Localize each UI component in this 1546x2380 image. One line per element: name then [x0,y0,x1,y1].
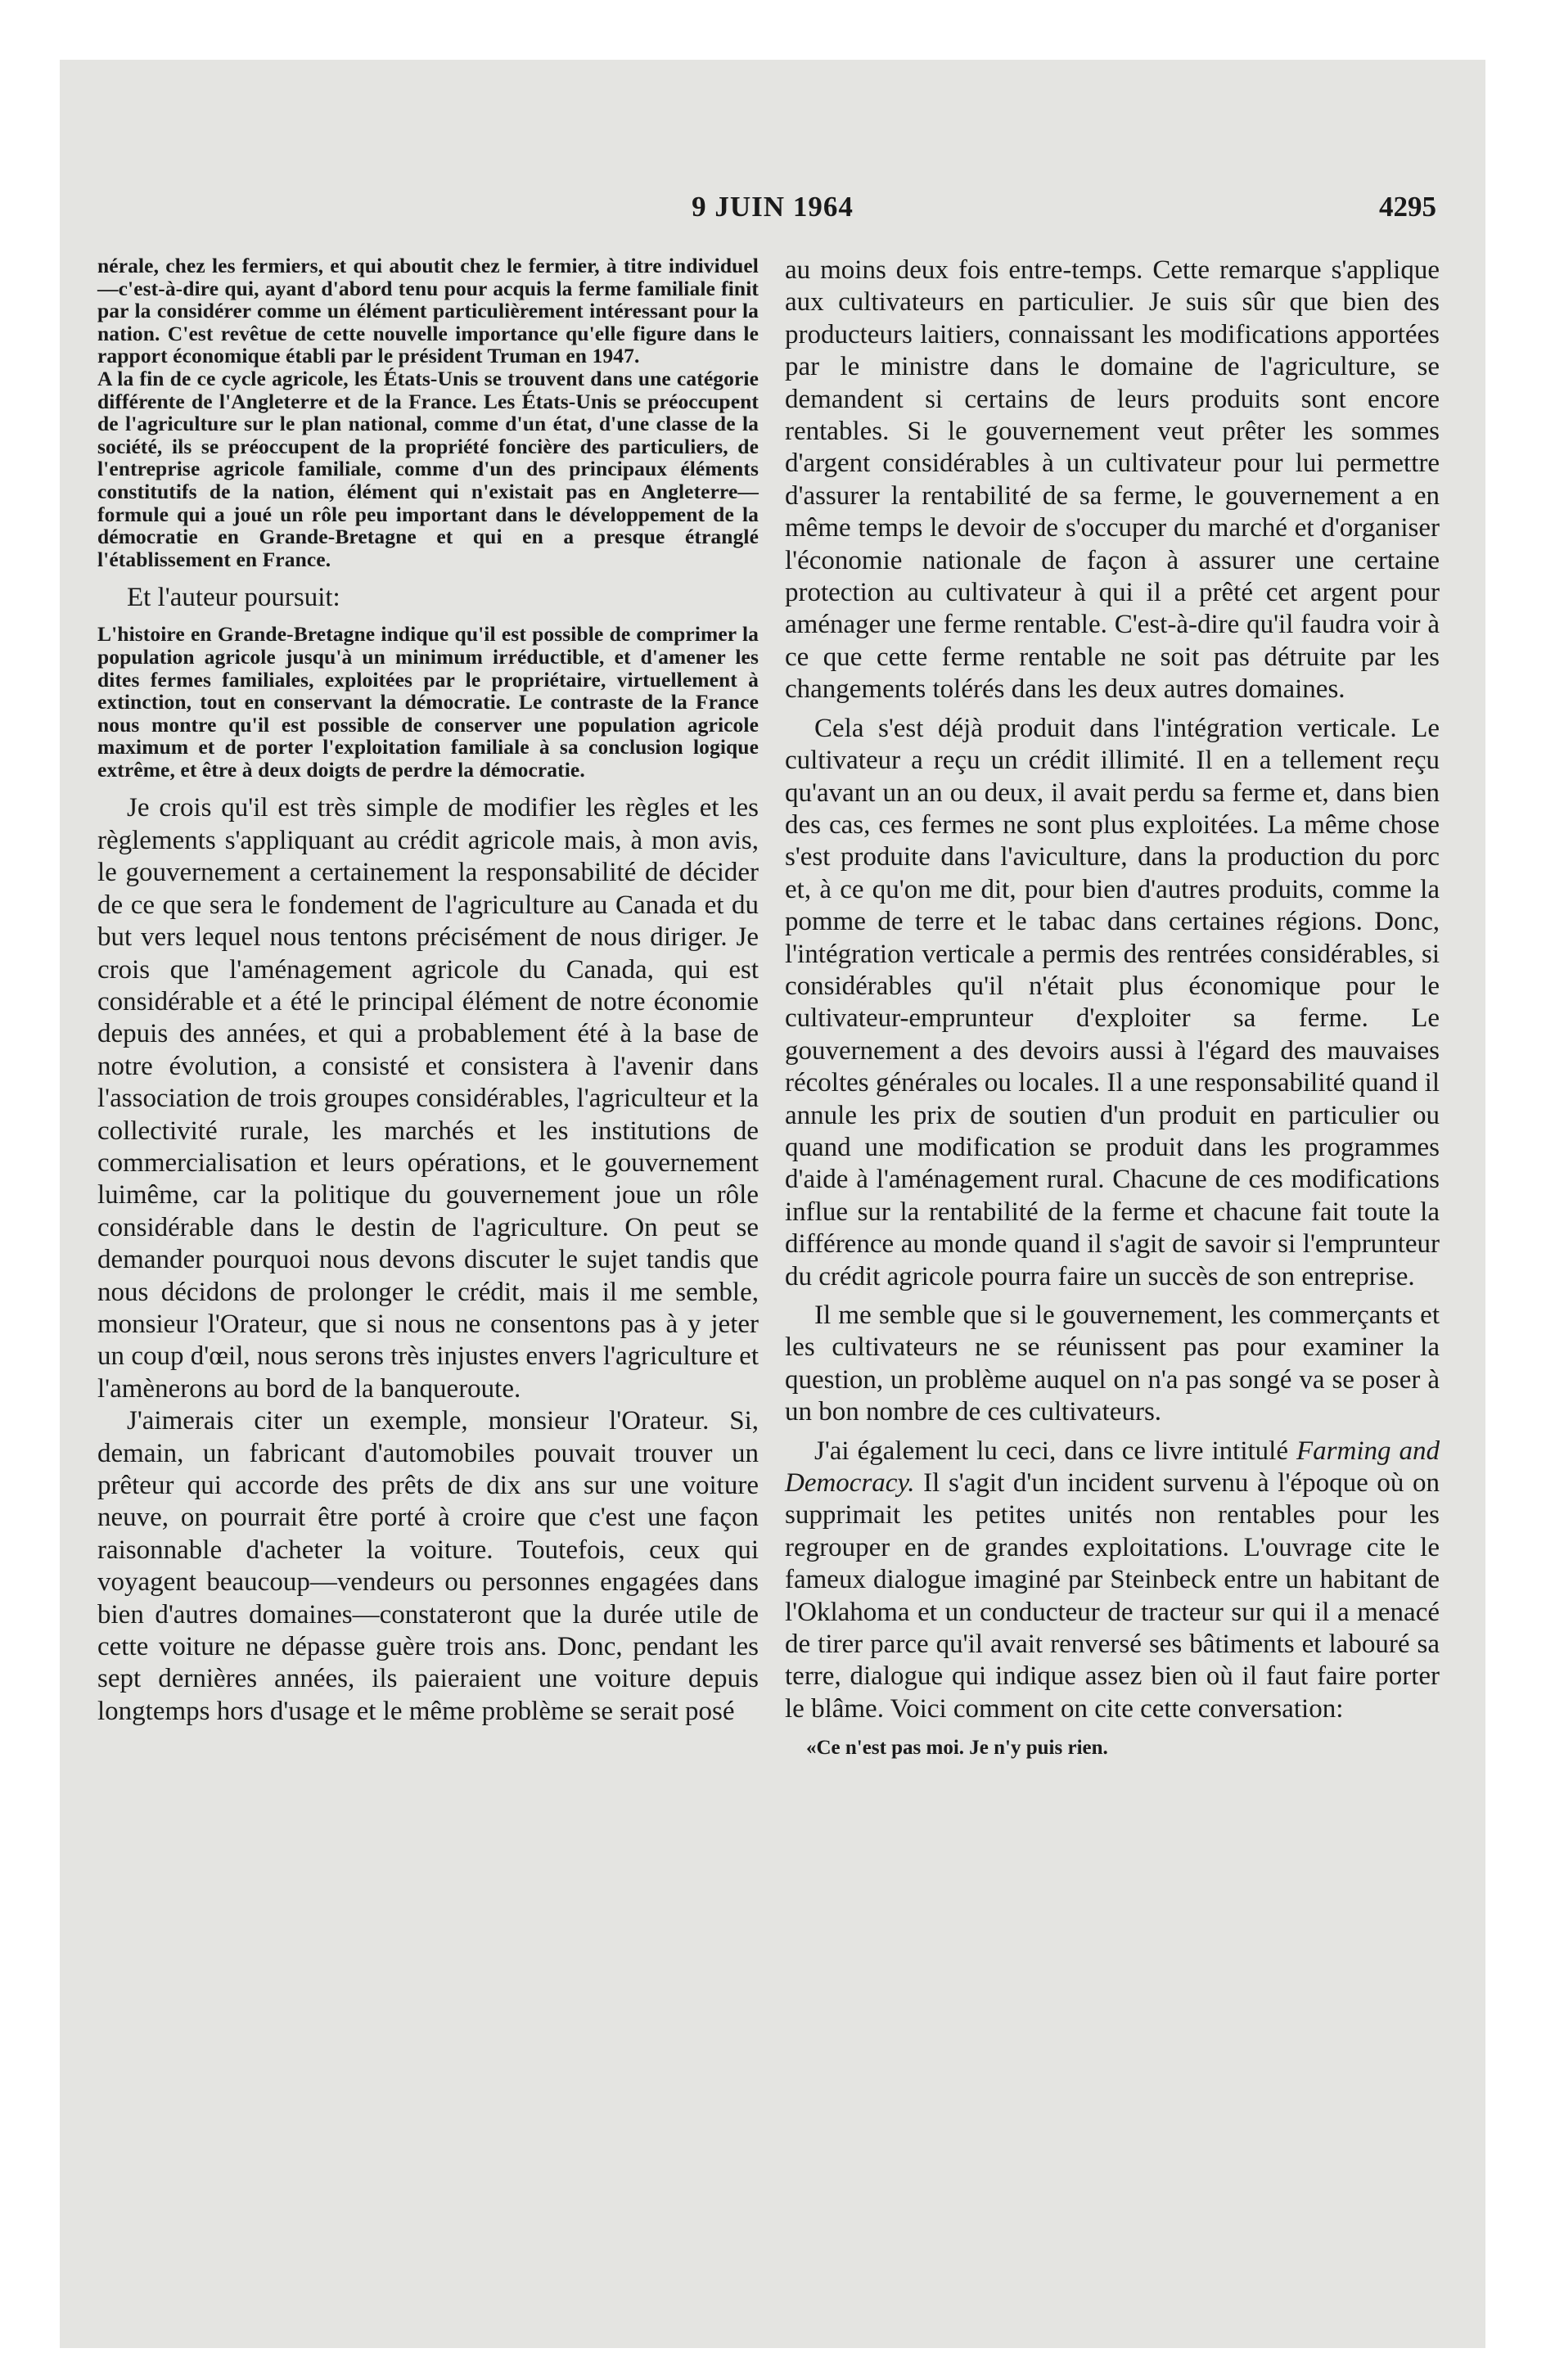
header-date: 9 JUIN 1964 [692,191,854,223]
quote1-paragraph-1: nérale, chez les fermiers, et qui aboutit chez le fermier, à titre individuel—c'est-à-dire qui, ayant d'abord tenu pour acquis la ferme familiale finit par la considérer comme un élément particulièrement intéressant pour la nation. C'est revêtue de cette nouvelle importance qu'elle figure dans le rapport économique établi par le président Truman en 1947. [97,254,759,368]
quote2-paragraph: L'histoire en Grande-Bretagne indique qu'il est possible de comprimer la population agricole jusqu'à un minimum irréductible, et d'amener les dites fermes familiales, exploitées par le propriétaire, virtuellement à extinction, tout en conservant la démocratie. Le contraste de la France nous montre qu'il est possible de conserver une population agricole maximum et de porter l'exploitation familiale à sa conclusion logique extrême, et être à deux doigts de perdre la démocratie. [97,622,759,782]
p5-text-a: J'ai également lu ceci, dans ce livre intitulé [814,1436,1296,1466]
speech-paragraph-1: Je crois qu'il est très simple de modifier les règles et les règlements s'appliquant au crédit agricole mais, à mon avis, le gouvernement a certainement la responsabilité de décider de ce que sera le fondement de l'agriculture au Canada et du but vers lequel nous tentons précisément de nous diriger. Je crois que l'aménagement agricole du Canada, qui est considérable et a été le principal élément de notre économie depuis des années, et qui a probablement été à la base de notre évolution, a consisté et consistera à l'avenir dans l'association de trois groupes considérables, l'agriculteur et la collectivité rurale, les marchés et les institutions de commercialisation et leurs opérations, et le gouvernement luimême, car la politique du gouvernement joue un rôle considérable dans le destin de l'agriculture. On peut se demander pourquoi nous devons discuter le sujet tandis que nous décidons de prolonger le crédit, mais il me semble, monsieur l'Orateur, que si nous ne consentons pas à y jeter un coup d'œil, nous serons très injustes envers l'agriculture et l'amènerons au bord de la banqueroute. [97,793,759,1404]
closing-quote: «Ce n'est pas moi. Je n'y puis rien. [806,1737,1108,1760]
speech-paragraph-5 [785,1436,1440,1726]
quoted-passage-2 [97,623,759,781]
page-sheet [60,60,1485,2348]
quote-intro: Et l'auteur poursuit: [127,583,340,613]
speech-paragraph-3: Cela s'est déjà produit dans l'intégration verticale. Le cultivateur a reçu un crédit illimité. Il en a tellement reçu qu'avant un an ou deux, il avait perdu sa ferme et, dans bien des cas, ces fermes ne sont plus exploitées. La même chose s'est produite dans l'aviculture, dans la production du porc et, à ce qu'on me dit, pour bien d'autres produits, comme la pomme de terre et le tabac dans certaines régions. Donc, l'intégration verticale a permis des rentrées considérables, si considérables qu'il n'était plus économique pour le cultivateur-emprunteur d'exploiter sa ferme. Le gouvernement a des devoirs aussi à l'égard des mauvaises récoltes générales ou locales. Il a une responsabilité quand il annule les prix de soutien d'un produit en particulier ou quand une modification se produit dans les programmes d'aide à l'aménagement rural. Chacune de ces modifications influe sur la rentabilité de la ferme et chacune fait toute la différence au monde quand il s'agit de savoir si l'emprunteur du crédit agricole pourra faire un succès de son entreprise. [785,713,1440,1291]
p5-text-b: Il s'agit d'un incident survenu à l'époque où on supprimait les petites unités non rentables pour les regrouper en de grandes exploitations. L'ouvrage cite le fameux dialogue imaginé par Steinbeck entre un habitant de l'Oklahoma et un conducteur de tracteur sur qui il a menacé de tirer parce qu'il avait renversé ses bâtiments et labouré sa terre, dialogue qui indique assez bien où il faut faire porter le blâme. Voici comment on cite cette conversation: [785,1468,1440,1724]
right-column [785,255,1440,1760]
left-column [97,255,759,1728]
speech-continuation: au moins deux fois entre-temps. Cette remarque s'applique aux cultivateurs en particulier. Je suis sûr que bien des producteurs laitiers, connaissant les modifications apportées par le ministre dans le domaine de l'agriculture, se demandent si certains de leurs produits sont encore rentables. Si le gouvernement veut prêter les sommes d'argent considérables à un cultivateur pour lui permettre d'assurer la rentabilité de sa ferme, le gouvernement a en même temps le devoir de s'occuper du marché et d'organiser l'économie nationale de façon à assurer une certaine protection au cultivateur à qui il a prêté cet argent pour aménager une ferme rentable. C'est-à-dire qu'il faudra voir à ce que cette ferme rentable ne soit pas détruite par les changements tolérés dans les deux autres domaines. [785,255,1440,705]
quote1-paragraph-2: A la fin de ce cycle agricole, les États-Unis se trouvent dans une catégorie différente de l'Angleterre et de la France. Les États-Unis se préoccupent de l'agriculture sur le plan national, comme d'un état, d'une classe de la société, ils se préoccupent de la propriété foncière des particuliers, de l'entreprise agricole familiale, comme d'un des principaux éléments constitutifs de la nation, élément qui n'existait pas en Angleterre—formule qui a joué un rôle peu important dans le développement de la démocratie en Grande-Bretagne et qui en a presque étranglé l'établissement en France. [97,366,759,571]
header-page-number: 4295 [1379,191,1436,223]
speech-paragraph-2: J'aimerais citer un exemple, monsieur l'Orateur. Si, demain, un fabricant d'automobiles pouvait trouver un prêteur qui accorde des prêts de dix ans sur une voiture neuve, on pourrait être porté à croire que c'est une façon raisonnable d'acheter la voiture. Toutefois, ceux qui voyagent beaucoup—vendeurs ou personnes engagées dans bien d'autres domaines—constateront que la durée utile de cette voiture ne dépasse guère trois ans. Donc, pendant les sept dernières années, ils paieraient une voiture depuis longtemps hors d'usage et le même problème se serait posé [97,1406,759,1726]
speech-paragraph-4: Il me semble que si le gouvernement, les commerçants et les cultivateurs ne se réunissent pas pour examiner la question, un problème auquel on n'a pas songé va se poser à un bon nombre de ces cultivateurs. [785,1300,1440,1427]
book-title: Farming and Democracy. [785,1436,1440,1499]
quoted-passage-1 [97,255,759,570]
page-header [60,191,1485,232]
speech-left [97,792,759,1728]
speech-right [785,255,1440,1725]
